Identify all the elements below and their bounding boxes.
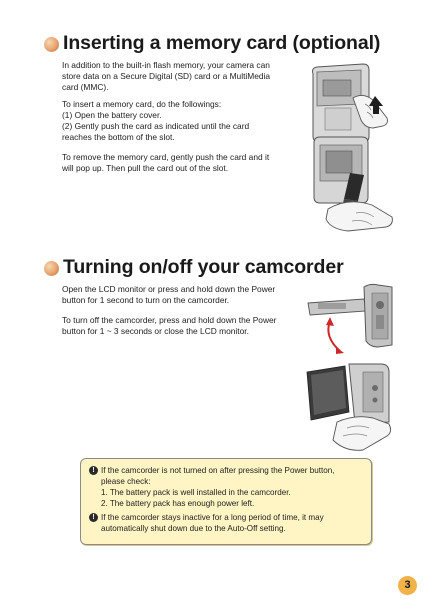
text-line: In addition to the built-in flash memory, your camera can [62,60,270,70]
power-button-illustration [303,362,395,454]
section-bullet-icon [44,37,59,52]
paragraph [62,60,290,93]
text-line: reaches the bottom of the slot. [62,132,175,142]
note-item [89,512,365,534]
section-bullet-icon [44,261,59,276]
note-item [89,465,365,509]
text-line: (1) Open the battery cover. [62,110,162,120]
note-box [80,458,372,545]
text-line: button for 1 ~ 3 seconds or close the LCD monitor. [62,326,249,336]
warning-icon: ! [89,513,98,522]
memory-card-illustration [308,131,396,237]
warning-icon: ! [89,466,98,475]
section-title: Turning on/off your camcorder [63,256,344,278]
note-line: 2. The battery pack has enough power left. [101,499,255,508]
text-line: To remove the memory card, gently push the card and it [62,152,270,162]
paragraph [62,152,290,174]
section-title: Inserting a memory card (optional) [63,32,381,54]
note-line: If the camcorder is not turned on after pressing the Power button, [101,466,335,475]
page-number: 3 [398,576,417,595]
paragraph [62,315,290,337]
text-line: To turn off the camcorder, press and hold down the Power [62,315,277,325]
note-line: please check: [101,477,151,486]
note-line: automatically shut down due to the Auto-Off setting. [101,524,286,533]
lcd-open-illustration [300,281,395,357]
text-line: store data on a Secure Digital (SD) card or a MultiMedia [62,71,271,81]
note-line: If the camcorder stays inactive for a long period of time, it may [101,513,324,522]
text-line: will pop up. Then pull the card out of the slot. [62,163,229,173]
text-line: card (MMC). [62,82,109,92]
paragraph [62,99,290,143]
text-line: Open the LCD monitor or press and hold down the Power [62,284,276,294]
paragraph [62,284,290,306]
text-line: button for 1 second to turn on the camcorder. [62,295,230,305]
note-line: 1. The battery pack is well installed in the camcorder. [101,488,291,497]
text-line: To insert a memory card, do the followings: [62,99,222,109]
text-line: (2) Gently push the card as indicated until the card [62,121,250,131]
